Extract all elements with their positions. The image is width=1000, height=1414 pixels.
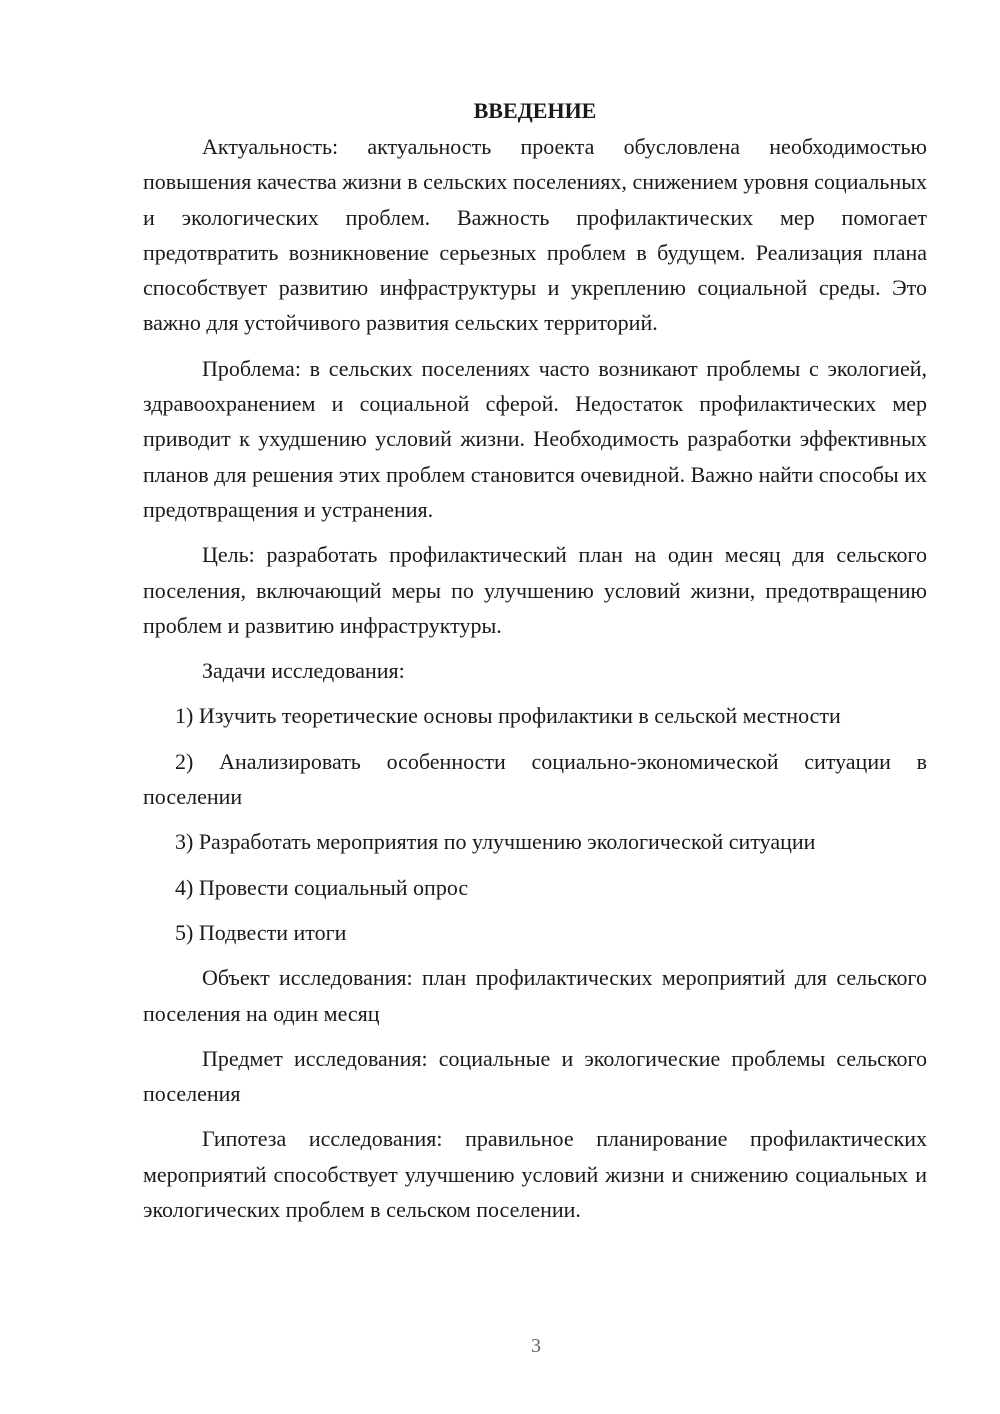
paragraph-subject: Предмет исследования: социальные и экологические проблемы сельского поселения: [143, 1045, 927, 1107]
paragraph-problem: Проблема: в сельских поселениях часто возникают проблемы с экологией, здравоохранением и социальной сферой. Недостаток профилактических мер приводит к ухудшению условий жизни. Необходимость разработки эффективных планов для решения этих проблем становится очевидной. Важно найти способы их предотвращения и устранения.: [143, 355, 927, 522]
task-item-1: 1) Изучить теоретические основы профилактики в сельской местности: [175, 703, 841, 729]
page-content: [143, 93, 927, 1227]
task-item-4: 4) Провести социальный опрос: [175, 874, 469, 900]
paragraph-relevance: Актуальность: актуальность проекта обусловлена необходимостью повышения качества жизни в сельских поселениях, снижением уровня социальных и экологических проблем. Важность профилактических мер помогает предотвратить возникновение серьезных проблем в будущем. Реализация плана способствует развитию инфраструктуры и укреплению социальной среды. Это важно для устойчивого развития сельских территорий.: [143, 134, 927, 336]
task-item-3: 3) Разработать мероприятия по улучшению экологической ситуации: [175, 829, 816, 855]
paragraph-hypothesis: Гипотеза исследования: правильное планирование профилактических мероприятий способствует улучшению условий жизни и снижению социальных и экологических проблем в сельском поселении.: [143, 1126, 927, 1223]
paragraph-tasks-heading: Задачи исследования:: [202, 658, 405, 684]
task-item-5: 5) Подвести итоги: [175, 919, 347, 945]
paragraph-object: Объект исследования: план профилактических мероприятий для сельского поселения на один месяц: [143, 965, 927, 1026]
page-number: 3: [531, 1335, 541, 1357]
section-title: ВВЕДЕНИЕ: [473, 98, 597, 123]
task-item-2: 2) Анализировать особенности социально-экономической ситуации в поселении: [143, 748, 927, 810]
paragraph-goal: Цель: разработать профилактический план на один месяц для сельского поселения, включающий меры по улучшению условий жизни, предотвращению проблем и развитию инфраструктуры.: [143, 542, 927, 638]
